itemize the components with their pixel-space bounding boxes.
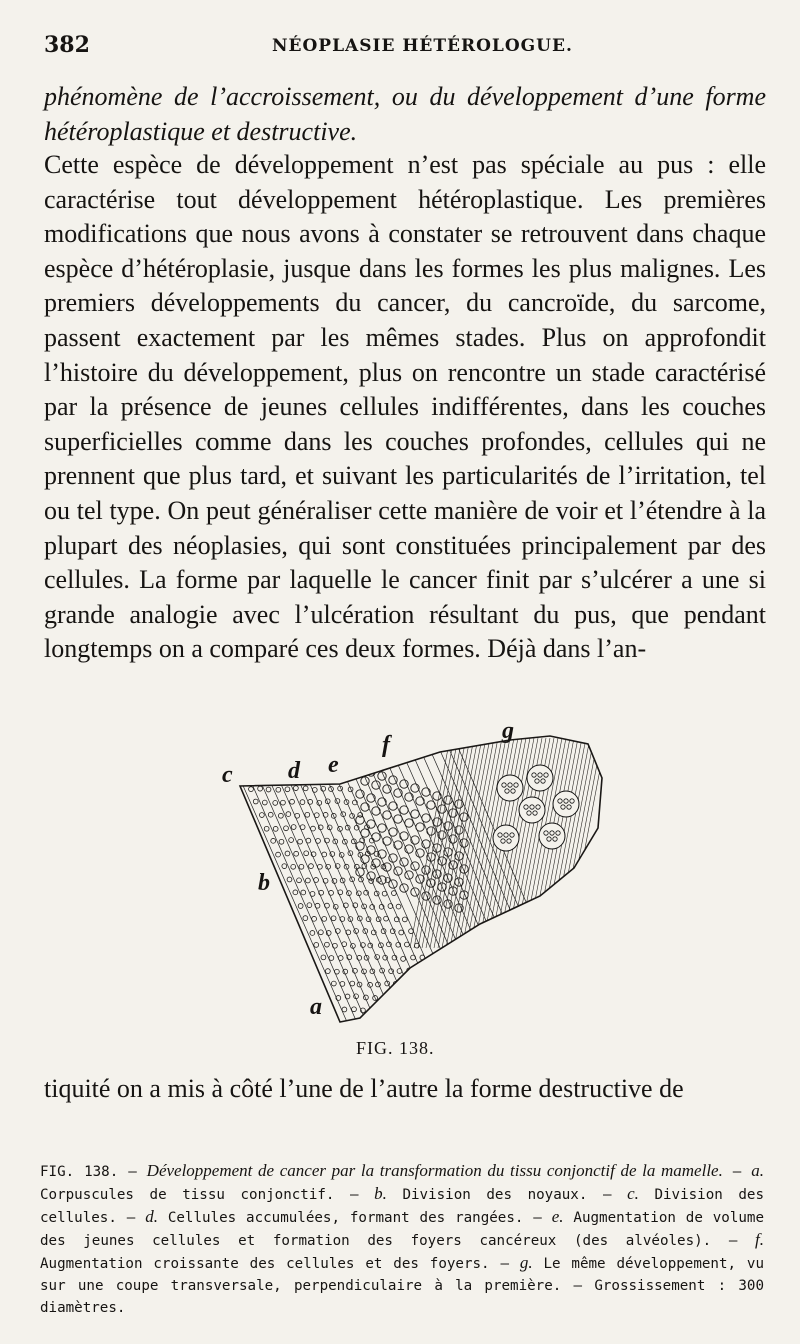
caption-label-d: d. [145,1207,158,1226]
caption-label-c: c. [627,1184,639,1203]
figure-label-g: g [502,718,514,744]
caption-text: Augmentation de volume des jeunes cellules et formation des foyers cancéreux (des alvéoles). — [40,1210,764,1249]
figure-label-b: b [258,870,270,896]
caption-text: Augmentation croissante des cellules et des foyers. — [40,1256,520,1272]
caption-label-b: b. [374,1184,387,1203]
figure-number: FIG. 138. [356,1038,435,1058]
caption-text: Cellules accumulées, formant des rangées. — [157,1210,552,1226]
caption-label-f: f. [755,1230,764,1249]
caption-text: Corpuscules de tissu conjonctif. — [40,1187,375,1203]
page-header [44,32,760,64]
figure-label-c: c [222,762,233,788]
figure-label-d: d [288,758,300,784]
histology-engraving [210,718,610,1048]
caption-title: Développement de cancer par la transformation du tissu conjonctif de la mamelle. [146,1161,723,1180]
figure-label-a: a [310,994,322,1020]
figure-caption [40,1160,764,1319]
caption-label-g: g. [519,1253,533,1272]
caption-number: FIG. 138. — [40,1164,147,1180]
caption-label-e: e. [551,1207,564,1226]
figure-label-e: e [328,752,339,778]
main-paragraph: Cette espèce de développement n’est pas spéciale au pus : elle caractérise tout développement hétéroplastique. Les premières modifications que nous avons à constater se retrouvent dans chaque espèce d’hétéroplasie, jusque dans les formes les plus malignes. Les premiers développements du cancer, du cancroïde, du sarcome, passent exactement par les mêmes stades. Plus on approfondit l’histoire du développement, plus on rencontre un stade caractérisé par la présence de jeunes cellules indifférentes, dans les couches superficielles comme dans les couches profondes, cellules qui ne prennent que plus tard, et suivant les particularités de l’irritation, tel ou tel type. On peut généraliser cette manière de voir et l’étendre à la plupart des néoplasies, qui sont constituées principalement par des cellules. La forme par laquelle le cancer finit par s’ulcérer a une si grande analogie avec l’ulcération résultant du pus, que pendant longtemps on a comparé ces deux formes. Déjà dans l’an- [44,150,766,664]
caption-text: Division des cellules. — [40,1187,764,1226]
caption-text: — [722,1164,752,1180]
running-title: NÉOPLASIE HÉTÉROLOGUE. [272,36,573,56]
figure-label-f: f [382,732,390,758]
caption-text: Le même développement, vu sur une coupe transversale, perpendiculaire à la première. — Grossissement : 300 diamètres. [40,1256,764,1316]
lead-in-italic: phénomène de l’accroissement, ou du développement d’une forme hétéroplastique et destructive. [44,82,766,146]
page-number: 382 [44,32,90,58]
caption-text: Division des noyaux. — [386,1187,628,1203]
continuation-text: tiquité on a mis à côté l’une de l’autre la forme destructive de [44,1074,684,1103]
lead-in-text [44,80,766,149]
caption-label-a: a. [751,1161,765,1180]
figure-illustration [210,718,610,1048]
